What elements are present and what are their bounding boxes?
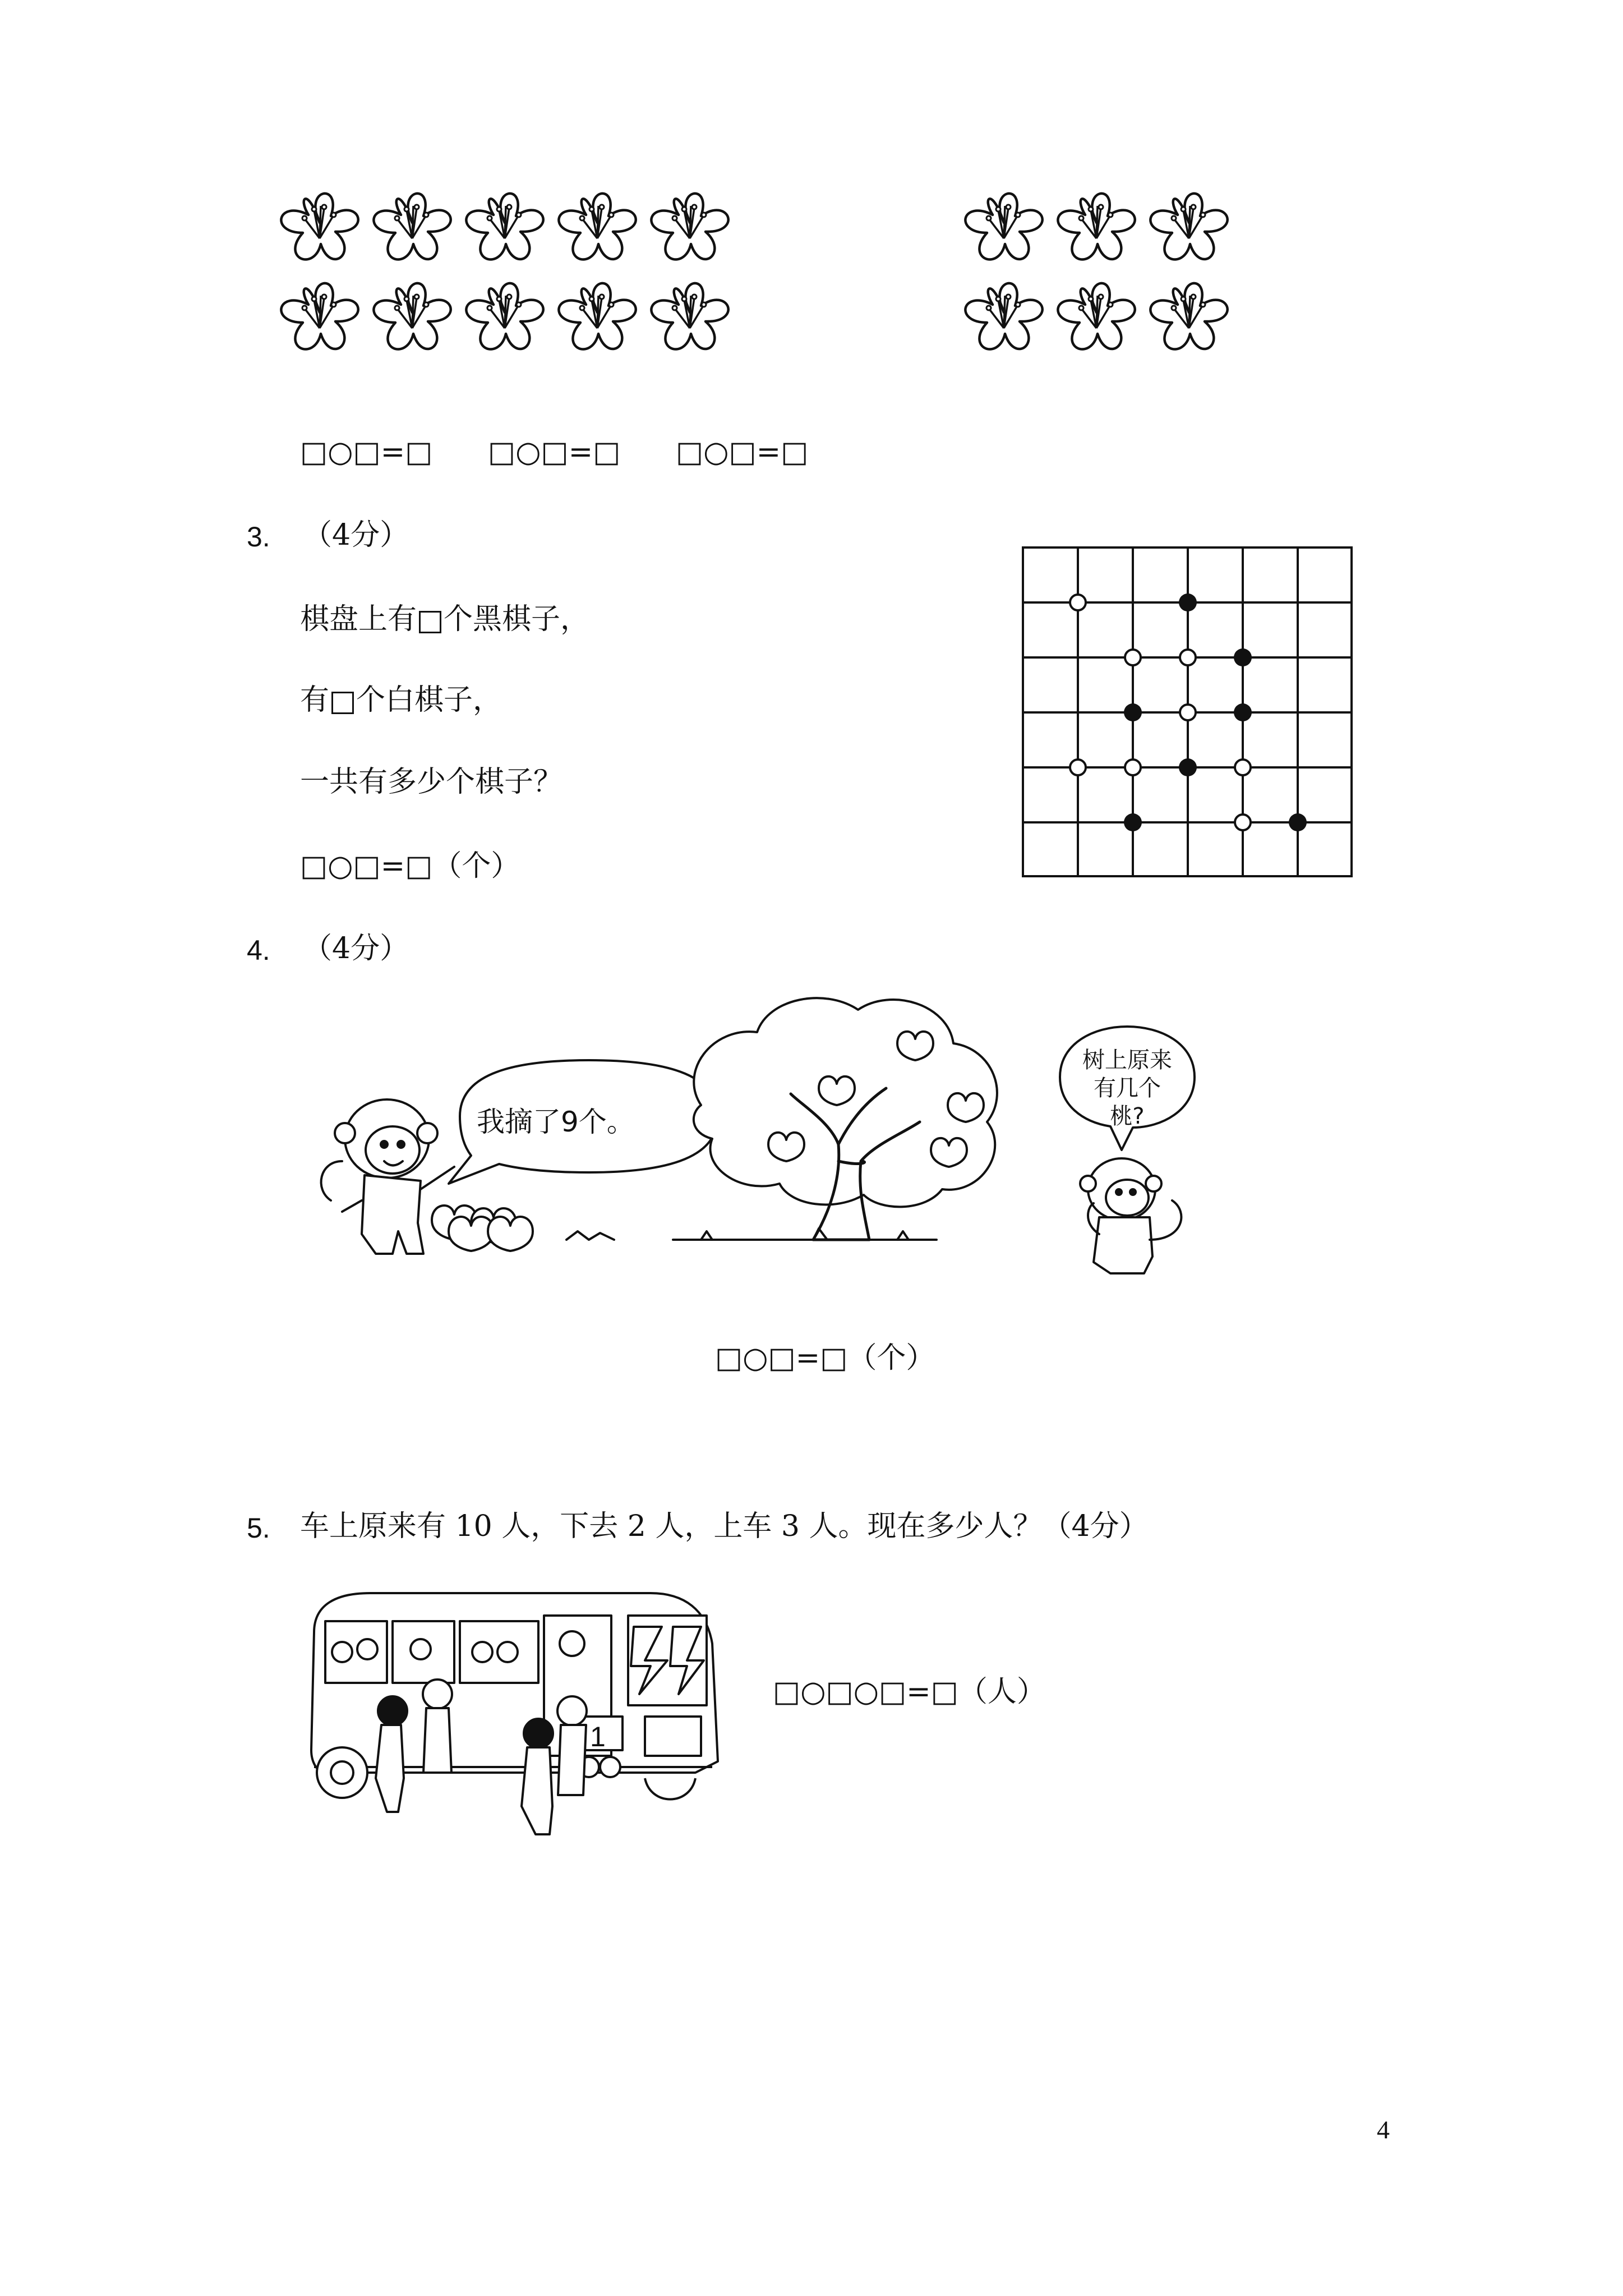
q4-equation: □○□=□（个） bbox=[715, 1341, 935, 1375]
q4-number: 4. bbox=[247, 935, 270, 966]
q5-text: 车上原来有 10 人，下去 2 人，上车 3 人。现在多少人？（4分） bbox=[300, 1510, 1149, 1543]
q3-points: （4分） bbox=[303, 518, 409, 552]
q4-points: （4分） bbox=[303, 932, 409, 965]
q3-line-1-end: 个黑棋子， bbox=[444, 602, 590, 636]
answer-box-white[interactable] bbox=[331, 692, 354, 714]
q3-line-2-end: 个白棋子， bbox=[356, 683, 502, 717]
q3-line-2-start: 有 bbox=[300, 683, 330, 717]
speech-right-line-2: 有几个桃? bbox=[1094, 1075, 1161, 1129]
monkey-right bbox=[1080, 1158, 1181, 1273]
q3-number: 3. bbox=[247, 521, 270, 553]
speech-right-line-1: 树上原来 bbox=[1082, 1047, 1172, 1073]
q3-line-2 bbox=[300, 685, 502, 715]
page-number: 4 bbox=[1377, 2115, 1390, 2144]
q2-equation-2: □○□=□ bbox=[488, 435, 621, 469]
speech-right-text bbox=[1077, 1046, 1178, 1130]
q3-line-1-start: 棋盘上有 bbox=[300, 602, 417, 636]
speech-left-text: 我摘了9个。 bbox=[477, 1106, 635, 1138]
q5-number: 5. bbox=[247, 1512, 270, 1544]
answer-box-black[interactable] bbox=[419, 611, 441, 633]
bus-illustration bbox=[303, 1582, 729, 1876]
bus-number: 1 bbox=[590, 1721, 606, 1752]
flower-group-left bbox=[275, 185, 740, 367]
q2-equation-3: □○□=□ bbox=[676, 435, 809, 469]
peach-pile bbox=[432, 1205, 533, 1251]
q5-equation: □○□○□=□（人） bbox=[773, 1675, 1046, 1709]
q3-line-1 bbox=[300, 602, 590, 636]
q4-illustration bbox=[308, 976, 1273, 1292]
q3-line-3: 一共有多少个棋子？ bbox=[300, 765, 563, 799]
chessboard bbox=[1021, 545, 1357, 884]
flower-group-right bbox=[959, 185, 1239, 367]
q3-equation: □○□=□（个） bbox=[300, 849, 520, 883]
q2-equation-1: □○□=□ bbox=[300, 435, 433, 469]
